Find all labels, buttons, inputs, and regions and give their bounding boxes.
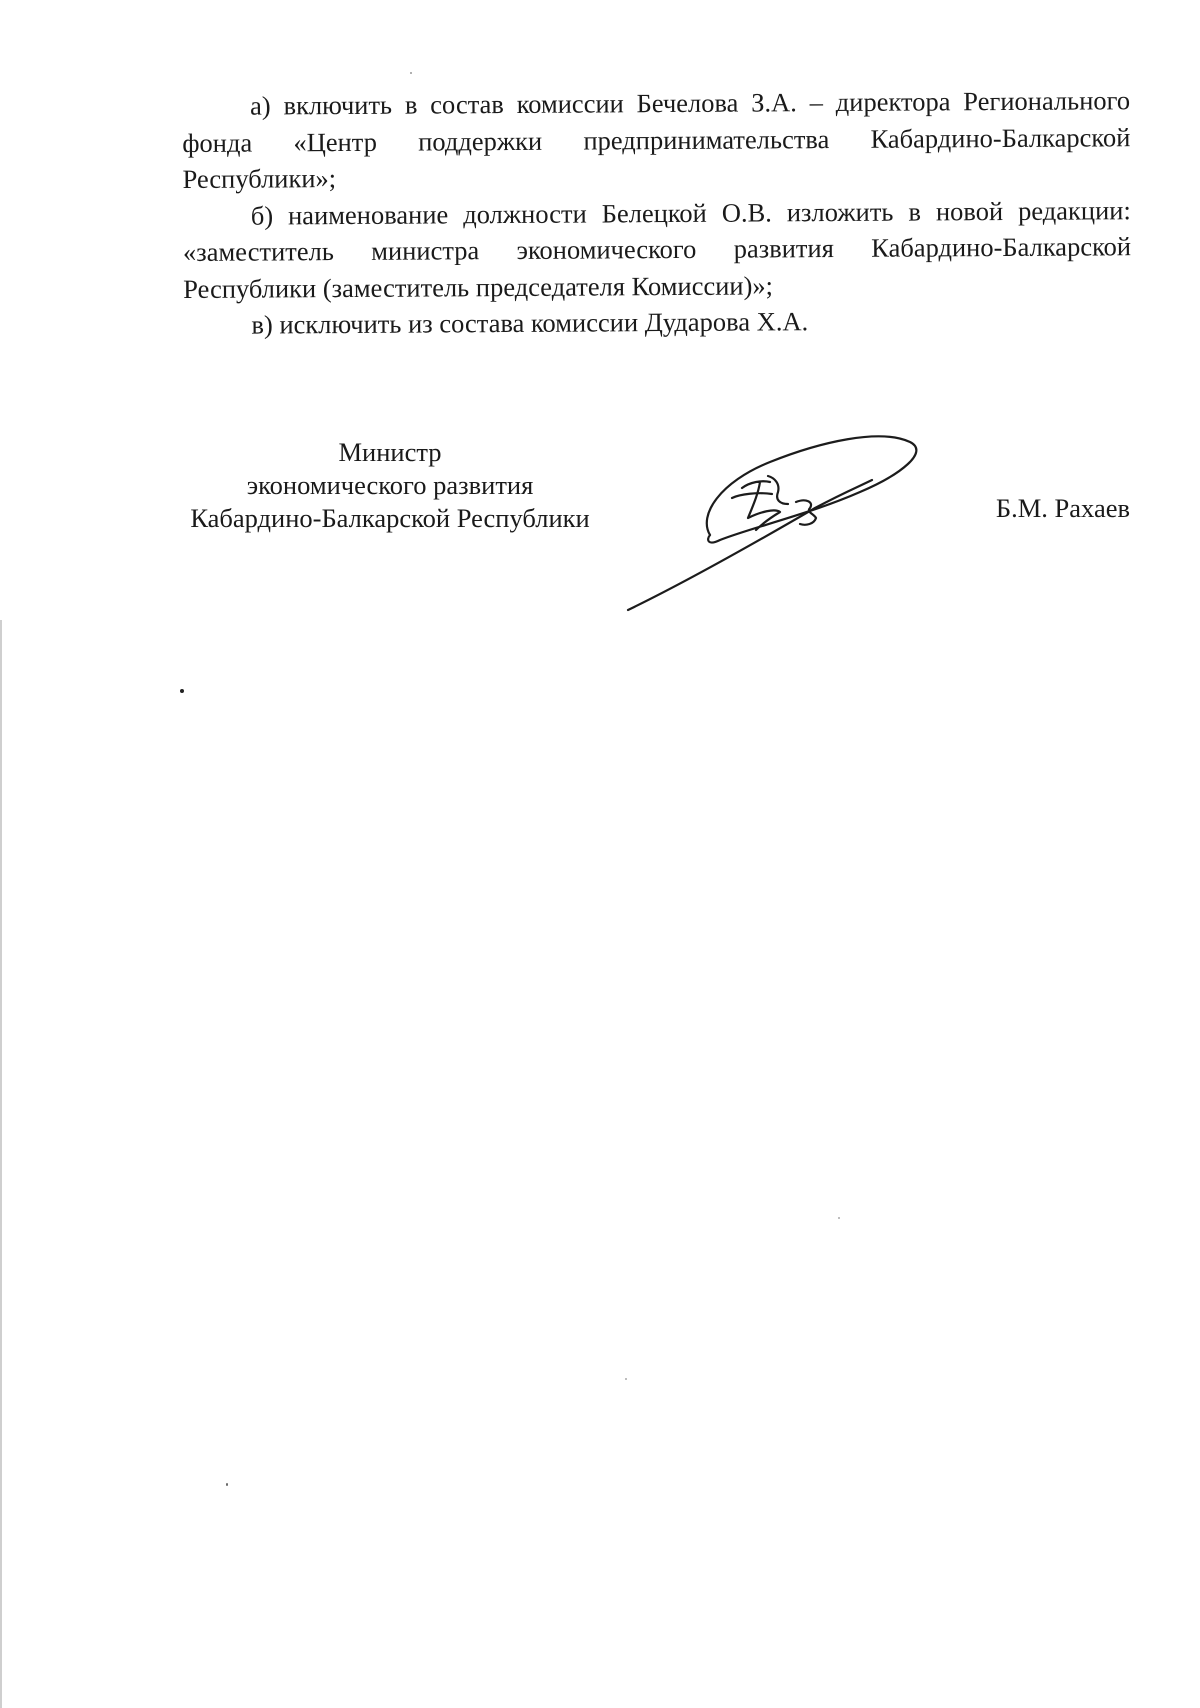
signature-loop xyxy=(707,436,917,542)
scan-speck xyxy=(180,689,184,693)
signatory-title xyxy=(150,436,630,535)
signature-flourish xyxy=(732,493,772,498)
scan-speck xyxy=(625,1378,627,1380)
paragraph-b: б) наименование должности Белецкой О.В. изложить в новой редакции: «заместитель министра экономического развития Кабардино-Балкарской Республики (заместитель председателя Комиссии)»; xyxy=(182,194,1132,304)
signatory-title-line: Министр xyxy=(338,437,442,467)
signatory-name: Б.М. Рахаев xyxy=(995,493,1130,523)
scan-speck xyxy=(410,72,412,74)
document-body xyxy=(182,82,1132,343)
signatory-title-line: экономического развития xyxy=(246,470,534,500)
paragraph-c: в) исключить из состава комиссии Дударова Х.А. xyxy=(251,306,809,340)
scan-edge-line xyxy=(0,620,2,1708)
scan-speck xyxy=(838,1217,840,1219)
signatory-title-line: Кабардино-Балкарской Республики xyxy=(190,503,590,533)
paragraph-a: а) включить в состав комиссии Бечелова З.А. – директора Регионального фонда «Центр поддержки предпринимательства Кабардино-Балкарской Республики»; xyxy=(182,85,1131,194)
handwritten-signature xyxy=(610,420,970,620)
scan-speck xyxy=(226,1483,228,1486)
signature-stroke xyxy=(628,480,872,610)
